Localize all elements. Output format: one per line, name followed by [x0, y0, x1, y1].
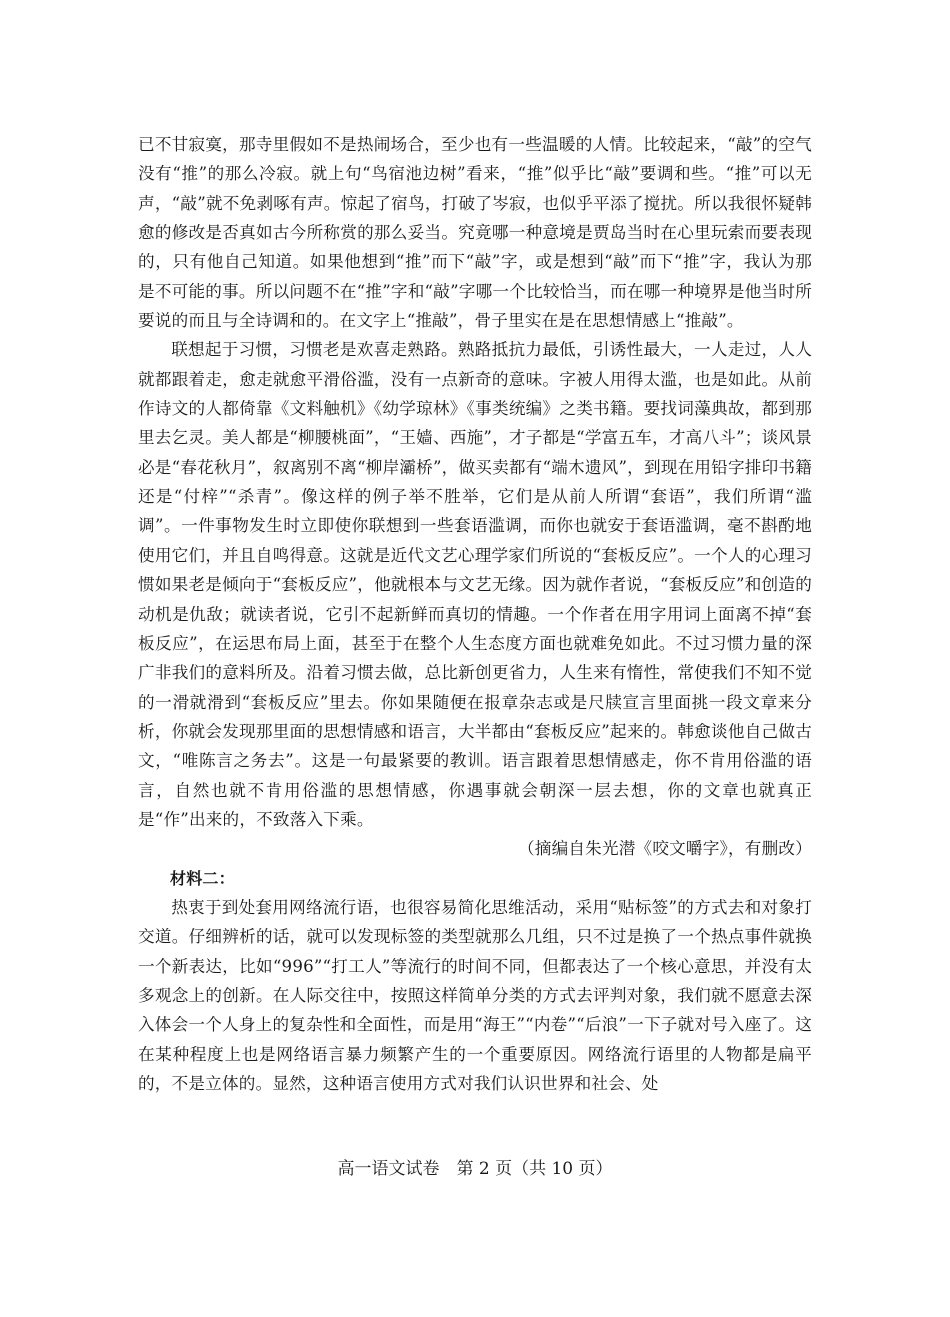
- page-footer: 高一语文试卷 第 2 页（共 10 页）: [337, 1159, 613, 1179]
- paragraph-continued: 已不甘寂寞，那寺里假如不是热闹场合，至少也有一些温暖的人情。比较起来，“敲”的空气没有“推”的那么冷寂。就上句“鸟宿池边树”看来，“推”似乎比“敲”要调和些。“推”可以无声，“敲”就不免剥啄有声。惊起了宿鸟，打破了岑寂，也似乎平添了搅扰。所以我很怀疑韩愈的修改是否真如古今所称赏的那么妥当。究竟哪一种意境是贾岛当时在心里玩索而要表现的，只有他自己知道。如果他想到“推”而下“敲”字，或是想到“敲”而下“推”字，我认为那是不可能的事。所以问题不在“推”字和“敲”字哪一个比较恰当，而在哪一种境界是他当时所要说的而且与全诗调和的。在文字上“推敲”，骨子里实在是在思想情感上“推敲”。: [138, 135, 812, 331]
- section-heading-material-2: 材料二：: [170, 868, 235, 888]
- paragraph-association-habit: 联想起于习惯，习惯老是欢喜走熟路。熟路抵抗力最低，引诱性最大，一人走过，人人就都跟着走，愈走就愈平滑俗滥，没有一点新奇的意味。字被人用得太滥，也是如此。从前作诗文的人都倚靠《文料触机》《幼学琼林》《事类统编》之类书籍。要找词藻典故，都到那里去乞灵。美人都是“柳腰桃面”，“王嫱、西施”，才子都是“学富五车，才高八斗”；谈风景必是“春花秋月”，叙离别不离“柳岸灞桥”，做买卖都有“端木遗风”，到现在用铅字排印书籍还是“付梓”“杀青”。像这样的例子举不胜举，它们是从前人所谓“套语”，我们所谓“滥调”。一件事物发生时立即使你联想到一些套语滥调，而你也就安于套语滥调，毫不斟酌地使用它们，并且自鸣得意。这就是近代文艺心理学家们所说的“套板反应”。一个人的心理习惯如果老是倾向于“套板反应”，他就根本与文艺无缘。因为就作者说，“套板反应”和创造的动机是仇敌；就读者说，它引不起新鲜而真切的情趣。一个作者在用字用词上面离不掉“套板反应”，在运思布局上面，甚至于在整个人生态度方面也就难免如此。不过习惯力量的深广非我们的意料所及。沿着习惯去做，总比新创更省力，人生来有惰性，常使我们不知不觉的一滑就滑到“套板反应”里去。你如果随便在报章杂志或是尺牍宣言里面挑一段文章来分析，你就会发现那里面的思想情感和语言，大半都由“套板反应”起来的。韩愈谈他自己做古文，“唯陈言之务去”。这是一句最紧要的教训。语言跟着思想情感走，你不肯用俗滥的语言，自然也就不肯用俗滥的思想情感，你遇事就会朝深一层去想，你的文章也就真正是“作”出来的，不致落入下乘。: [138, 340, 812, 829]
- paragraph-material-2: 热衷于到处套用网络流行语，也很容易简化思维活动，采用“贴标签”的方式去和对象打交道。仔细辨析的话，就可以发现标签的类型就那么几组，只不过是换了一个热点事件就换一个新表达，比如“996”“打工人”等流行的时间不同，但都表达了一个核心意思，并没有太多观念上的创新。在人际交往中，按照这样简单分类的方式去评判对象，我们就不愿意去深入体会一个人身上的复杂性和全面性，而是用“海王”“内卷”“后浪”一下子就对号入座了。这在某种程度上也是网络语言暴力频繁产生的一个重要原因。网络流行语里的人物都是扁平的，不是立体的。显然，这种语言使用方式对我们认识世界和社会、处: [138, 897, 812, 1093]
- exam-text-body: [138, 130, 812, 1098]
- source-citation: （摘编自朱光潜《咬文嚼字》，有删改）: [518, 839, 812, 859]
